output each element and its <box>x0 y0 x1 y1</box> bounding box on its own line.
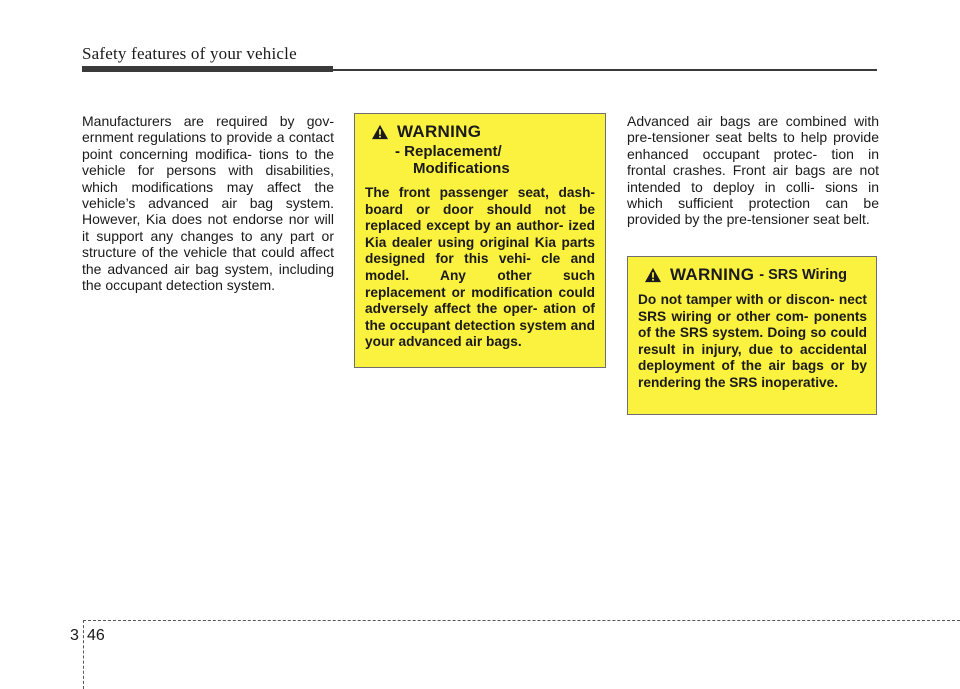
page-number: 46 <box>87 627 105 644</box>
header-rule-thick <box>82 66 333 72</box>
right-column-paragraph: Advanced air bags are combined with pre-tensioner seat belts to help provide enhanced occupant protec- tion in frontal crashes. Front air bags are not intended to deploy in colli- sions in which sufficient protection can be provided by the pre-tensioner seat belt. <box>627 113 879 228</box>
warning-subtitle-line1: - Replacement/ <box>395 143 502 160</box>
warning-text: The front passenger seat, dash- board or door should not be replaced except by an author- ized Kia dealer using original Kia parts designed for this vehi- cle and model. Any other such replacement or modification could adversely affect the oper- ation of the occupant detection system and your advanced air bags. <box>365 185 595 350</box>
warning-title: WARNING <box>397 122 482 141</box>
warning-triangle-icon <box>644 267 662 283</box>
warning-box-replacement <box>354 113 606 368</box>
warning-title: WARNING <box>670 265 755 284</box>
chapter-number: 3 <box>70 627 79 644</box>
warning-subtitle <box>395 143 595 177</box>
warning-text: Do not tamper with or discon- nect SRS wiring or other com- ponents of the SRS system. Doing so could result in injury, due to accidental deployment of the air bags or by rendering the SRS inoperative. <box>638 292 867 390</box>
warning-triangle-icon <box>371 124 389 140</box>
warning-header <box>638 265 867 285</box>
warning-subtitle-line2: Modifications <box>413 160 510 177</box>
footer-rule <box>83 620 960 621</box>
warning-subtitle: - SRS Wiring <box>759 267 847 283</box>
page-header-title: Safety features of your vehicle <box>82 44 297 63</box>
left-column-paragraph: Manufacturers are required by gov- ernment regulations to provide a contact point concerning modifica- tions to the vehicle for persons with disabilities, which modifications may affect the vehicle’s advanced air bag system. However, Kia does not endorse nor will it support any changes to any part or structure of the vehicle that could affect the advanced air bag system, including the occupant detection system. <box>82 113 334 294</box>
header-rule-thin <box>333 69 877 71</box>
footer-divider <box>83 620 84 689</box>
warning-box-srs-wiring <box>627 256 877 415</box>
warning-header <box>365 122 595 142</box>
